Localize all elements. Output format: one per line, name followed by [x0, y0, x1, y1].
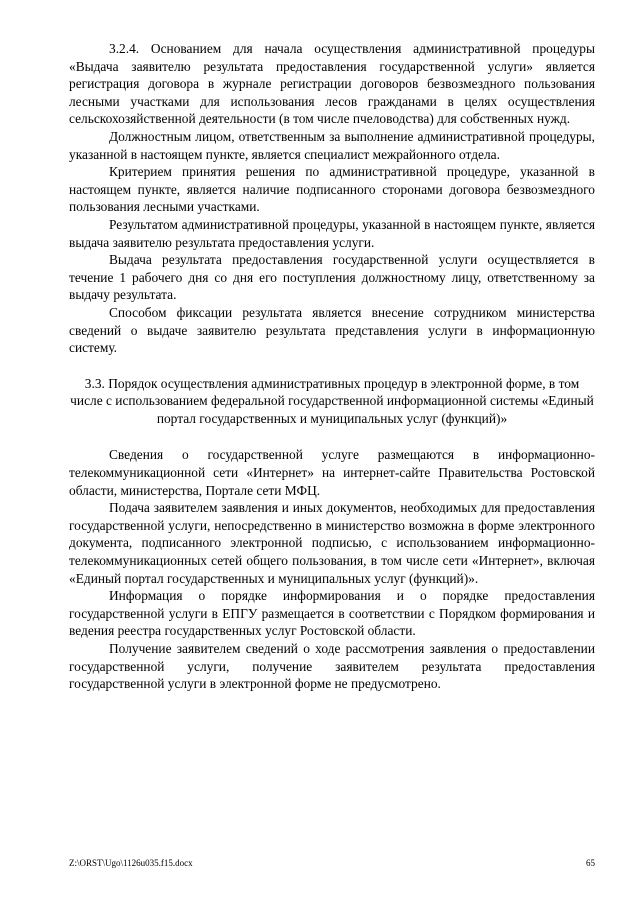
paragraph-result-fixation: Способом фиксации результата является внесение сотрудником министерства сведений о выдаче заявителю результата представления услуги в информационную систему. — [69, 304, 595, 356]
footer-page-number: 65 — [586, 858, 595, 868]
paragraph-service-info: Сведения о государственной услуге размещаются в информационно-телекоммуникационной сети «Интернет» на интернет-сайте Правительства Ростовской области, министерства, Портале сети МФЦ. — [69, 447, 595, 498]
paragraph-3-2-4: 3.2.4. Основанием для начала осуществления административной процедуры «Выдача заявителю результата предоставления государственной услуги» является регистрация договора в журнале регистрации договоров безвозмездного пользования лесными участками для использования лесов гражданами в целях осуществления сельскохозяйственной деятельности (в том числе пчеловодства) для собственных нужд. — [69, 41, 595, 127]
paragraph-status-not-provided: Получение заявителем сведений о ходе рассмотрения заявления о предоставлении государственной услуги, получение заявителем результата предоставления государственной услуги в электронной форме не предусмотрено. — [69, 641, 595, 692]
paragraph-responsible-person: Должностным лицом, ответственным за выполнение административной процедуры, указанной в настоящем пункте, является специалист межрайонного отдела. — [69, 128, 595, 162]
paragraph-epgu-info: Информация о порядке информирования и о порядке предоставления государственной услуги в ЕПГУ размещается в соответствии с Порядком формирования и ведения реестра государственных услуг Ростовской области. — [69, 588, 595, 639]
footer-file-path: Z:\ORST\Ugo\1126u035.f15.docx — [69, 858, 193, 868]
paragraph-decision-criterion: Критерием принятия решения по административной процедуре, указанной в настоящем пункте, является наличие подписанного сторонами договора безвозмездного пользования лесными участками. — [69, 164, 595, 215]
paragraph-electronic-submission: Подача заявителем заявления и иных документов, необходимых для предоставления государственной услуги, непосредственно в министерство возможна в форме электронного документа, подписанного электронной подписью, с использованием информационно-телекоммуникационных сетей общего пользования, в том числе сети «Интернет», включая «Единый портал государственных и муниципальных услуг (функций)». — [69, 500, 595, 586]
section-heading-3-3: 3.3. Порядок осуществления административных процедур в электронной форме, в том числе с использованием федеральной государственной информационной системы «Единый портал государственных и муниципальных услуг (функций)» — [70, 375, 594, 426]
paragraph-procedure-result: Результатом административной процедуры, указанной в настоящем пункте, является выдача заявителю результата предоставления услуги. — [69, 216, 595, 250]
paragraph-result-issuance: Выдача результата предоставления государственной услуги осуществляется в течение 1 рабочего дня со дня его поступления должностному лицу, ответственному за выдачу результата. — [69, 252, 595, 303]
document-page — [69, 40, 595, 693]
page-footer — [69, 857, 595, 869]
